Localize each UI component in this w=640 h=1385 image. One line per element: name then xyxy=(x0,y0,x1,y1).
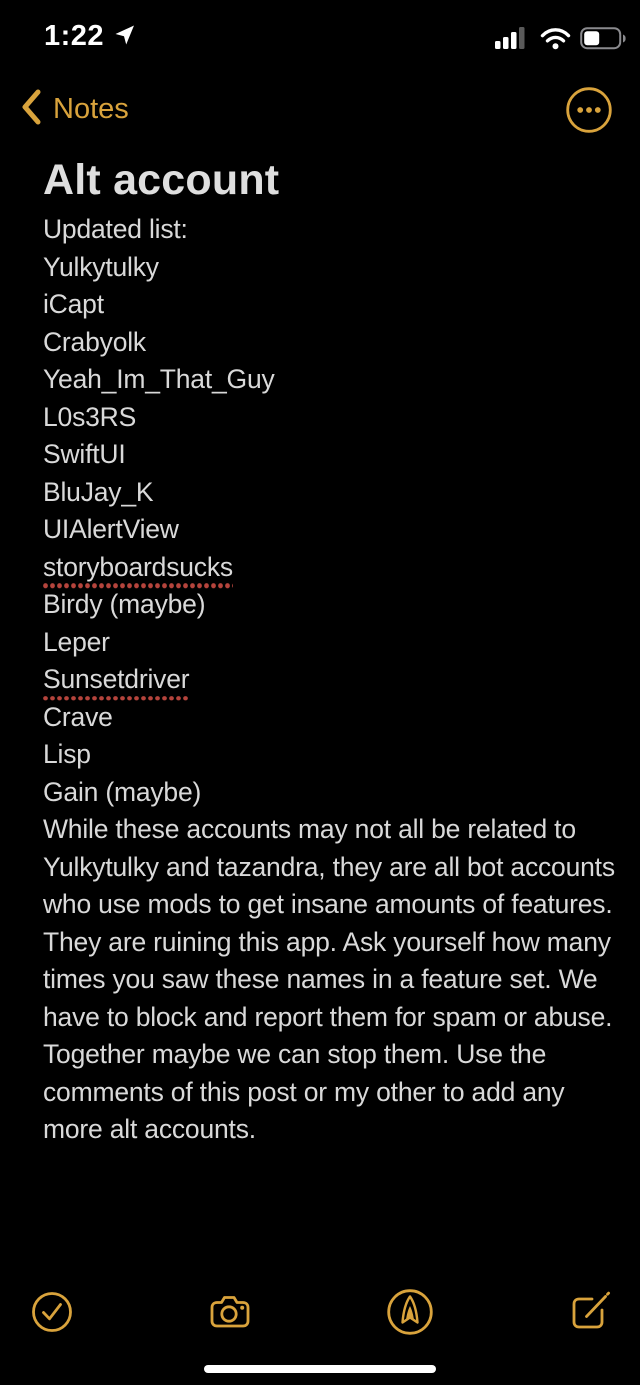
wifi-icon xyxy=(539,26,572,55)
cellular-signal-icon xyxy=(495,27,531,55)
note-title: Alt account xyxy=(43,156,280,204)
home-indicator[interactable] xyxy=(204,1365,436,1373)
note-body xyxy=(43,211,618,1149)
note-paragraph: While these accounts may not all be related to Yulkytulky and tazandra, they are all bot accounts who use mods to get insane amounts of features. They are ruining this app. Ask yourself how many times you saw these names in a feature set. We have to block and report them for spam or abuse. Together maybe we can stop them. Use the comments of this post or my other to add any more alt accounts. xyxy=(43,814,615,1144)
chevron-left-icon xyxy=(20,88,42,131)
note-editor[interactable] xyxy=(43,156,618,1149)
note-line: Yeah_Im_That_Guy xyxy=(43,364,275,394)
back-button-label: Notes xyxy=(53,93,129,125)
misspelled-word: Sunsetdriver xyxy=(43,664,189,701)
markup-button[interactable] xyxy=(386,1288,434,1336)
note-line: BluJay_K xyxy=(43,476,154,507)
compose-icon xyxy=(566,1323,614,1340)
note-line: Birdy (maybe) xyxy=(43,589,206,619)
battery-icon xyxy=(580,27,627,55)
more-options-button[interactable] xyxy=(565,86,613,134)
note-line xyxy=(43,661,618,699)
markup-pen-icon xyxy=(386,1323,434,1340)
camera-icon xyxy=(206,1323,254,1340)
note-line: Updated list: xyxy=(43,214,188,244)
note-line: iCapt xyxy=(43,289,104,319)
ellipsis-circle-icon xyxy=(565,121,613,138)
note-line: Leper xyxy=(43,626,110,657)
status-bar-left xyxy=(44,20,136,53)
note-line: UIAlertView xyxy=(43,514,179,544)
checklist-button[interactable] xyxy=(28,1288,76,1336)
checkmark-circle-icon xyxy=(28,1323,76,1340)
note-line xyxy=(43,549,618,587)
misspelled-word: storyboardsucks xyxy=(43,552,233,589)
clock-time: 1:22 xyxy=(44,20,105,52)
note-line: SwiftUI xyxy=(43,439,126,469)
note-line: Crabyolk xyxy=(43,326,146,357)
location-arrow-icon xyxy=(113,23,136,51)
note-line: Crave xyxy=(43,701,113,732)
note-line: Lisp xyxy=(43,739,91,769)
note-line: Gain (maybe) xyxy=(43,776,202,807)
note-line: L0s3RS xyxy=(43,401,137,432)
status-bar-right xyxy=(495,26,627,55)
note-line: Yulkytulky xyxy=(43,251,159,282)
compose-button[interactable] xyxy=(566,1288,614,1336)
camera-button[interactable] xyxy=(206,1288,254,1336)
back-to-notes-button[interactable] xyxy=(20,88,129,131)
